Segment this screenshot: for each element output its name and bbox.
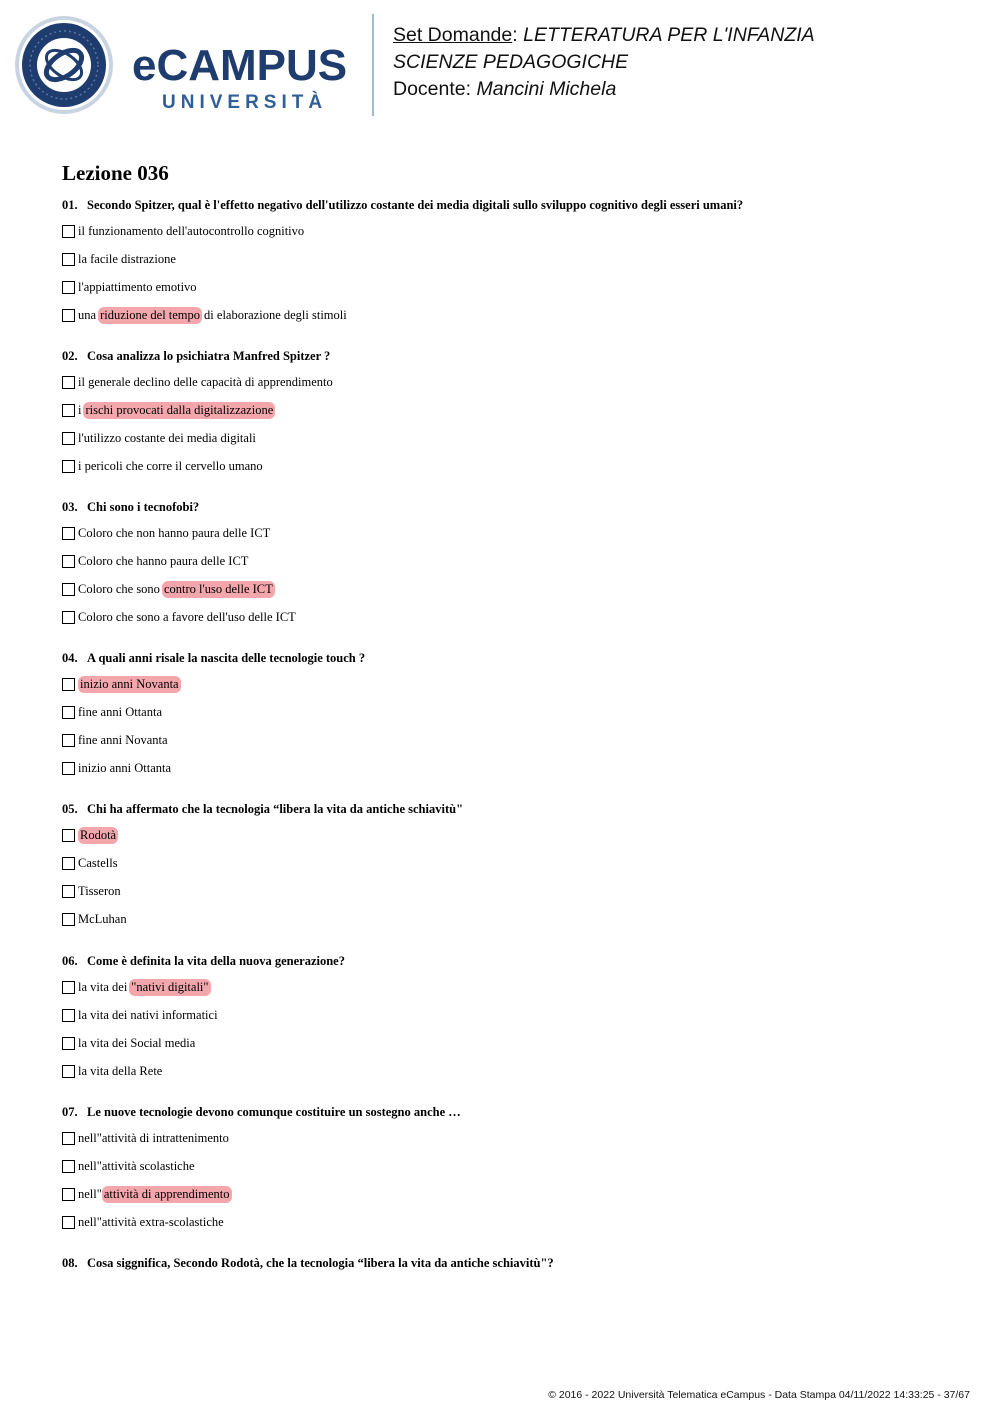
answer-checkbox[interactable]: [62, 913, 75, 926]
answer-highlight: "nativi digitali": [131, 980, 209, 994]
answer-option[interactable]: [62, 278, 743, 297]
ecampus-wordmark: [132, 40, 357, 115]
answer-option[interactable]: [62, 1034, 345, 1053]
answer-checkbox[interactable]: [62, 829, 75, 842]
answer-option[interactable]: [62, 306, 743, 325]
answer-text-after: di elaborazione degli stimoli: [204, 308, 347, 322]
answer-checkbox[interactable]: [62, 404, 75, 417]
answer-highlight: riduzione del tempo: [100, 308, 201, 322]
answer-option[interactable]: [62, 1185, 461, 1204]
answer-checkbox[interactable]: [62, 1065, 75, 1078]
answer-option[interactable]: [62, 373, 333, 392]
question-number: 04.: [62, 651, 78, 665]
answer-checkbox[interactable]: [62, 1009, 75, 1022]
answer-option[interactable]: [62, 222, 743, 241]
answer-checkbox[interactable]: [62, 583, 75, 596]
question-block: [62, 347, 333, 476]
header-line-course: [393, 22, 815, 49]
answer-option[interactable]: [62, 882, 463, 901]
answer-text: McLuhan: [78, 912, 127, 926]
answer-checkbox[interactable]: [62, 281, 75, 294]
program-name: SCIENZE PEDAGOGICHE: [393, 51, 629, 73]
answer-option[interactable]: [62, 1157, 461, 1176]
question-number: 06.: [62, 954, 78, 968]
answer-option[interactable]: [62, 854, 463, 873]
question-text: [62, 649, 365, 667]
teacher-name: Mancini Michela: [476, 78, 617, 100]
answer-checkbox[interactable]: [62, 762, 75, 775]
answer-text: Coloro che hanno paura delle ICT: [78, 554, 249, 568]
answer-text: nell"attività extra-scolastiche: [78, 1215, 224, 1229]
answer-checkbox[interactable]: [62, 309, 75, 322]
header-line-teacher: [393, 76, 815, 103]
answer-checkbox[interactable]: [62, 432, 75, 445]
course-name: LETTERATURA PER L'INFANZIA: [523, 24, 815, 46]
question-label: Chi sono i tecnofobi?: [87, 500, 200, 514]
answer-text: Coloro che sono: [78, 582, 160, 596]
answer-text: la vita della Rete: [78, 1064, 163, 1078]
answer-text: fine anni Ottanta: [78, 705, 162, 719]
answer-option[interactable]: [62, 250, 743, 269]
answer-checkbox[interactable]: [62, 1160, 75, 1173]
header-divider: [372, 14, 374, 116]
answer-checkbox[interactable]: [62, 611, 75, 624]
answer-text: Coloro che sono a favore dell'uso delle ICT: [78, 610, 296, 624]
question-label: Cosa analizza lo psichiatra Manfred Spitzer ?: [87, 349, 331, 363]
answer-highlight: rischi provocati dalla digitalizzazione: [85, 403, 274, 417]
answer-text: i: [78, 403, 82, 417]
question-text: [62, 196, 743, 214]
answer-option[interactable]: [62, 552, 296, 571]
svg-text:UNIVERSITÀ: UNIVERSITÀ: [162, 92, 328, 113]
answer-checkbox[interactable]: [62, 253, 75, 266]
question-block: [62, 800, 463, 929]
answer-text: fine anni Novanta: [78, 733, 168, 747]
answer-option[interactable]: [62, 401, 333, 420]
answer-text: la vita dei Social media: [78, 1036, 196, 1050]
question-number: 02.: [62, 349, 78, 363]
answer-option[interactable]: [62, 1129, 461, 1148]
answer-option[interactable]: [62, 580, 296, 599]
question-text: [62, 800, 463, 818]
answer-text: una: [78, 308, 97, 322]
question-label: Cosa siggnifica, Secondo Rodotà, che la tecnologia “libera la vita da antiche schiavitù"?: [87, 1256, 554, 1270]
answer-checkbox[interactable]: [62, 885, 75, 898]
question-label: Chi ha affermato che la tecnologia “libera la vita da antiche schiavitù": [87, 802, 464, 816]
answer-text: nell"attività scolastiche: [78, 1159, 195, 1173]
answer-option[interactable]: [62, 524, 296, 543]
answer-option[interactable]: [62, 703, 365, 722]
set-label-sep: :: [512, 24, 518, 46]
answer-checkbox[interactable]: [62, 1037, 75, 1050]
answer-option[interactable]: [62, 731, 365, 750]
answer-highlight: attività di apprendimento: [103, 1187, 230, 1201]
answer-checkbox[interactable]: [62, 555, 75, 568]
svg-text:eCAMPUS: eCAMPUS: [132, 41, 348, 90]
question-block: [62, 649, 365, 778]
question-label: A quali anni risale la nascita delle tecnologie touch ?: [87, 651, 366, 665]
answer-option[interactable]: [62, 1213, 461, 1232]
answer-highlight: inizio anni Novanta: [80, 677, 179, 691]
answer-text: Castells: [78, 856, 118, 870]
answer-option[interactable]: [62, 1006, 345, 1025]
question-text: [62, 1254, 554, 1272]
page-header: [0, 0, 1000, 130]
question-block: [62, 196, 743, 325]
question-block: [62, 1103, 461, 1232]
answer-text: la facile distrazione: [78, 252, 176, 266]
answer-text: la vita dei nativi informatici: [78, 1008, 218, 1022]
question-block: [62, 1254, 554, 1272]
answer-text: nell": [78, 1187, 102, 1201]
answer-text: Tisseron: [78, 884, 121, 898]
answer-checkbox[interactable]: [62, 527, 75, 540]
answer-text: l'appiattimento emotivo: [78, 280, 197, 294]
answer-text: la vita dei: [78, 980, 128, 994]
header-info: [393, 22, 815, 103]
answer-option[interactable]: [62, 675, 365, 694]
question-number: 01.: [62, 198, 78, 212]
question-label: Le nuove tecnologie devono comunque costituire un sostegno anche …: [87, 1105, 461, 1119]
question-text: [62, 952, 345, 970]
answer-checkbox[interactable]: [62, 734, 75, 747]
answer-text: il generale declino delle capacità di apprendimento: [78, 375, 333, 389]
ecampus-seal-logo: [14, 15, 114, 115]
teacher-label: Docente:: [393, 78, 472, 100]
page-footer: © 2016 - 2022 Università Telematica eCampus - Data Stampa 04/11/2022 14:33:25 - 37/67: [548, 1389, 970, 1401]
question-label: Come è definita la vita della nuova generazione?: [87, 954, 345, 968]
answer-text: Coloro che non hanno paura delle ICT: [78, 526, 271, 540]
answer-checkbox[interactable]: [62, 1216, 75, 1229]
lesson-title: Lezione 036: [62, 161, 169, 185]
answer-option[interactable]: [62, 608, 296, 627]
question-number: 08.: [62, 1256, 78, 1270]
answer-option[interactable]: [62, 910, 463, 929]
answer-checkbox[interactable]: [62, 981, 75, 994]
answer-highlight: Rodotà: [80, 828, 117, 842]
answer-option[interactable]: [62, 826, 463, 845]
question-text: [62, 347, 333, 365]
question-text: [62, 498, 296, 516]
question-number: 05.: [62, 802, 78, 816]
question-text: [62, 1103, 461, 1121]
answer-text: i pericoli che corre il cervello umano: [78, 459, 263, 473]
answer-checkbox[interactable]: [62, 857, 75, 870]
answer-checkbox[interactable]: [62, 1132, 75, 1145]
answer-checkbox[interactable]: [62, 376, 75, 389]
answer-text: nell"attività di intrattenimento: [78, 1131, 229, 1145]
header-line-program: [393, 49, 815, 76]
answer-text: inizio anni Ottanta: [78, 761, 172, 775]
answer-option[interactable]: [62, 759, 365, 778]
question-block: [62, 952, 345, 1081]
answer-highlight: contro l'uso delle ICT: [163, 582, 273, 596]
answer-checkbox[interactable]: [62, 460, 75, 473]
answer-text: l'utilizzo costante dei media digitali: [78, 431, 256, 445]
answer-option[interactable]: [62, 457, 333, 476]
question-label: Secondo Spitzer, qual è l'effetto negativo dell'utilizzo costante dei media digitali sullo sviluppo cognitivo degli esseri umani?: [87, 198, 744, 212]
answer-checkbox[interactable]: [62, 225, 75, 238]
question-block: [62, 498, 296, 627]
set-label: Set Domande: [393, 24, 513, 46]
answer-checkbox[interactable]: [62, 1188, 75, 1201]
answer-option[interactable]: [62, 978, 345, 997]
answer-text: il funzionamento dell'autocontrollo cognitivo: [78, 224, 305, 238]
question-number: 07.: [62, 1105, 78, 1119]
answer-option[interactable]: [62, 429, 333, 448]
answer-checkbox[interactable]: [62, 678, 75, 691]
answer-checkbox[interactable]: [62, 706, 75, 719]
answer-option[interactable]: [62, 1062, 345, 1081]
question-number: 03.: [62, 500, 78, 514]
